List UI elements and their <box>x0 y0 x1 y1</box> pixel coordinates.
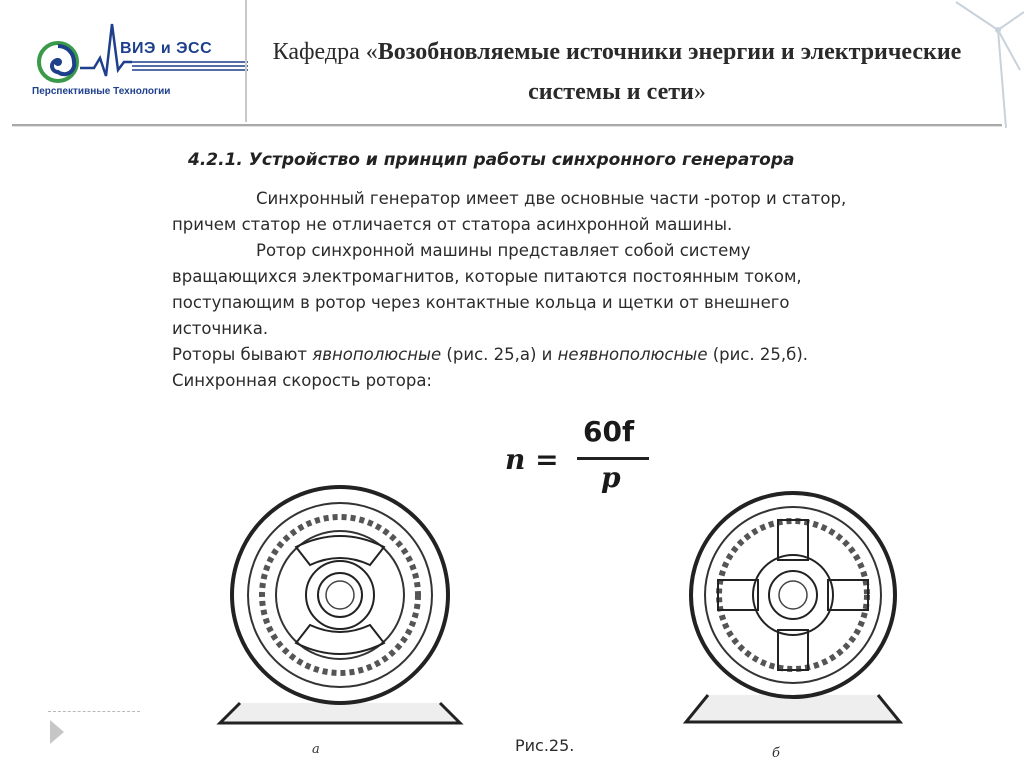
text-span: Роторы бывают <box>172 345 313 364</box>
triangle-left-icon[interactable] <box>46 718 66 746</box>
page-title <box>262 32 972 112</box>
title-prefix: Кафедра « <box>272 39 378 65</box>
text-line: вращающихся электромагнитов, которые питаются постоянным током, <box>172 267 802 286</box>
document-scan <box>160 140 960 767</box>
logo-abbrev: ВИЭ и ЭСС <box>120 40 213 57</box>
term-salient-pole: явнополюсные <box>312 345 442 364</box>
figure-caption: Рис.25. <box>515 736 575 755</box>
non-salient-pole-machine-diagram <box>678 490 908 725</box>
figure-label-a: а <box>312 742 320 757</box>
figure-label-b: б <box>772 746 780 761</box>
text-line: поступающим в ротор через контактные кольца и щетки от внешнего <box>172 293 790 312</box>
formula-numerator: 60f <box>583 415 635 448</box>
text-line: Ротор синхронной машины представляет собой систему <box>256 241 751 260</box>
text-line <box>172 342 962 368</box>
salient-pole-machine-diagram <box>210 485 470 725</box>
slide-header <box>0 0 1024 130</box>
wind-turbine-icon <box>950 0 1024 130</box>
text-line: источника. <box>172 319 269 338</box>
nav-divider <box>48 711 140 712</box>
text-line: Синхронная скорость ротора: <box>172 371 432 390</box>
text-line: Синхронный генератор имеет две основные части -ротор и статор, <box>256 189 847 208</box>
speed-formula <box>505 415 665 495</box>
formula-lhs: n = <box>505 443 559 476</box>
text-line: причем статор не отличается от статора асинхронной машины. <box>172 215 733 234</box>
section-heading: 4.2.1. Устройство и принцип работы синхронного генератора <box>188 150 795 170</box>
header-rule <box>12 124 1002 127</box>
title-suffix: » <box>693 79 706 105</box>
department-logo <box>30 18 230 108</box>
swirl-logo-icon <box>36 40 80 84</box>
logo-tagline: Перспективные Технологии <box>32 86 171 97</box>
fraction-bar <box>577 457 649 460</box>
text-span: (рис. 25,б). <box>707 345 809 364</box>
title-bold: Возобновляемые источники энергии и электрические системы и сети <box>377 39 962 105</box>
text-span: (рис. 25,а) и <box>441 345 558 364</box>
formula-denominator: p <box>601 461 621 494</box>
term-non-salient-pole: неявнополюсные <box>557 345 708 364</box>
body-text <box>172 186 962 394</box>
header-divider <box>245 0 247 122</box>
